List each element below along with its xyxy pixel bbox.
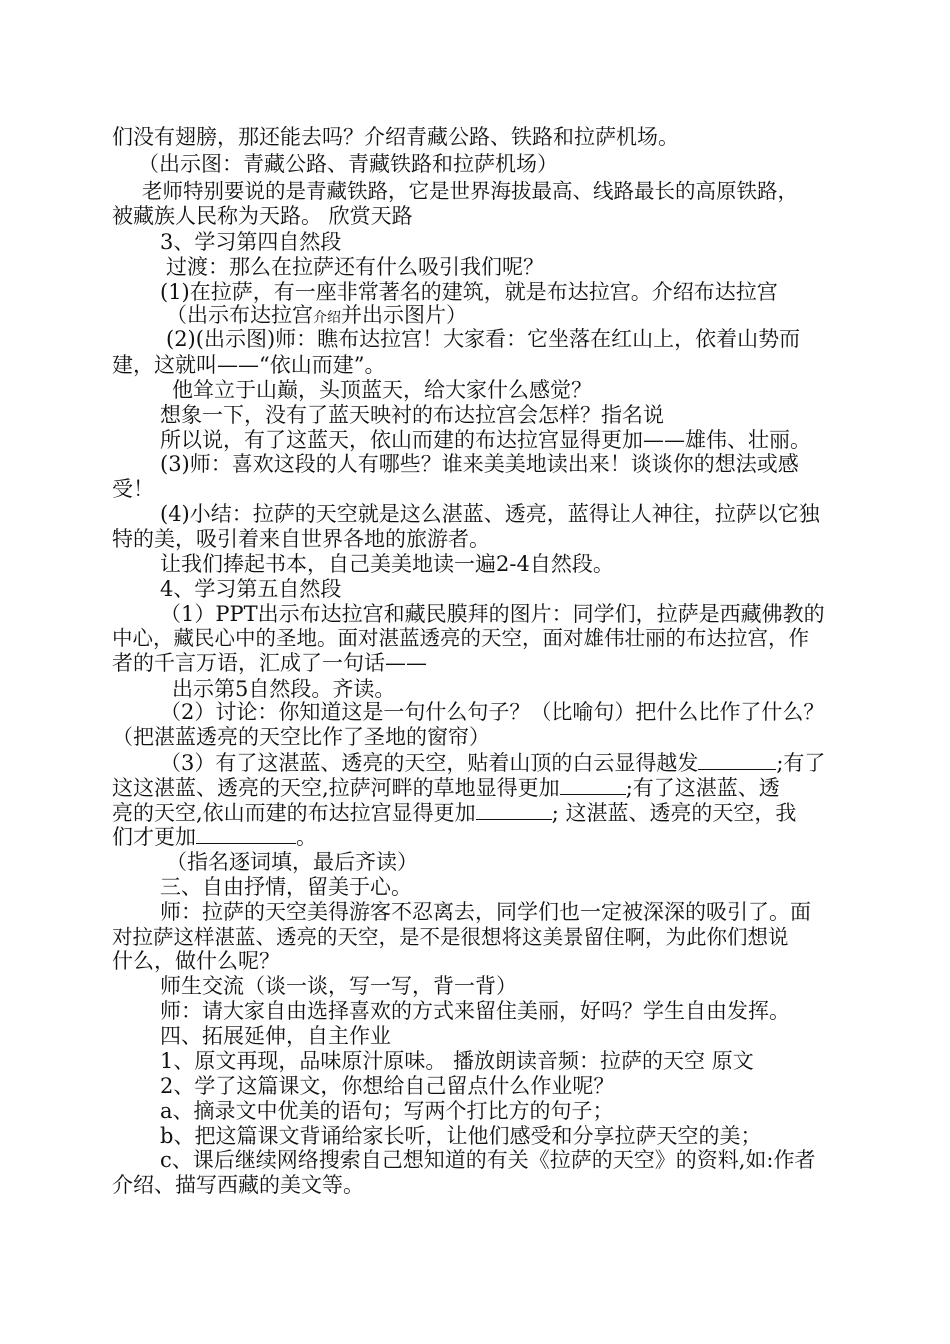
text-line: （把湛蓝透亮的天空比作了圣地的窗帘） [112, 725, 490, 749]
text-line: 们没有翅膀，那还能去吗？介绍青藏公路、铁路和拉萨机场。 [112, 125, 679, 149]
text-line: （2）讨论：你知道这是一句什么句子？（比喻句）把什么比作了什么？ [160, 700, 825, 724]
answer-blank [476, 801, 552, 820]
text-span: 。 [296, 825, 317, 849]
text-line: 他耸立于山巅，头顶蓝天，给大家什么感觉？ [172, 378, 592, 402]
text-line: 者的千言万语，汇成了一句话—— [112, 651, 427, 675]
fill-in-line [160, 750, 825, 777]
text-line: (3)师：喜欢这段的人有哪些？谁来美美地读出来！谈谈你的想法或感 [160, 452, 799, 476]
text-span: 们才更加 [112, 825, 196, 849]
fill-in-line [112, 824, 317, 851]
text-line: 中心，藏民心中的圣地。面对湛蓝透亮的天空，面对雄伟壮丽的布达拉宫，作 [112, 626, 809, 650]
text-line: 1、原文再现，品味原汁原味。 播放朗读音频：拉萨的天空 原文 [160, 1049, 754, 1073]
text-span: （出示布达拉宫 [166, 303, 313, 327]
text-line: 师生交流（谈一谈，写一写，背一背） [160, 974, 517, 998]
text-line: (4)小结：拉萨的天空就是这么湛蓝、透亮，蓝得让人神往，拉萨以它独 [160, 502, 820, 526]
text-line: 过渡：那么在拉萨还有什么吸引我们呢？ [166, 255, 544, 279]
answer-blank [196, 825, 296, 844]
text-span: （3）有了这湛蓝、透亮的天空，贴着山顶的白云显得越发 [160, 751, 699, 775]
text-line: 什么，做什么呢？ [112, 949, 280, 973]
answer-blank [698, 751, 776, 770]
text-line: （1）PPT出示布达拉宫和藏民膜拜的图片：同学们，拉萨是西藏佛教的 [160, 602, 825, 626]
text-line: 想象一下，没有了蓝天映衬的布达拉宫会怎样？指名说 [160, 403, 664, 427]
section-heading: 4、学习第五自然段 [160, 577, 342, 601]
section-heading: 三、自由抒情，留美于心。 [160, 875, 412, 899]
text-line: (2)(出示图)师：瞧布达拉宫！大家看：它坐落在红山上，依着山势而 [166, 327, 801, 351]
text-span: ;有了这湛蓝、透 [625, 776, 780, 800]
text-line: 对拉萨这样湛蓝、透亮的天空，是不是很想将这美景留住啊，为此你们想说 [112, 925, 789, 949]
text-line: a、摘录文中优美的语句；写两个打比方的句子； [160, 1099, 614, 1123]
fill-in-line [112, 775, 780, 802]
text-line: （指名逐词填，最后齐读） [166, 850, 418, 874]
text-line: 师：请大家自由选择喜欢的方式来留住美丽，好吗？学生自由发挥。 [160, 999, 790, 1023]
fill-in-line [112, 800, 796, 827]
text-line: b、把这篇课文背诵给家长听，让他们感受和分享拉萨天空的美； [160, 1124, 762, 1148]
text-span: ; 这湛蓝、透亮的天空，我 [551, 801, 797, 825]
text-span: 亮的天空,依山而建的布达拉宫显得更加 [112, 801, 476, 825]
text-span: ;有了 [776, 751, 826, 775]
text-line: c、课后继续网络搜索自己想知道的有关《拉萨的天空》的资料,如:作者 [160, 1148, 816, 1172]
text-line: 出示第5自然段。齐读。 [172, 677, 396, 701]
text-line: 老师特别要说的是青藏铁路，它是世界海拔最高、线路最长的高原铁路， [142, 179, 798, 203]
text-span: 并出示图片） [341, 303, 467, 327]
text-line [166, 302, 467, 329]
text-line: (1)在拉萨，有一座非常著名的建筑，就是布达拉宫。介绍布达拉宫 [160, 280, 778, 304]
answer-blank [560, 776, 626, 795]
text-line: （出示图：青藏公路、青藏铁路和拉萨机场） [138, 152, 558, 176]
small-note: 介绍 [313, 310, 341, 326]
text-line: 2、学了这篇课文，你想给自己留点什么作业呢？ [160, 1074, 615, 1098]
section-heading: 四、拓展延伸，自主作业 [160, 1024, 391, 1048]
text-line: 建，这就叫——“依山而建”。 [112, 353, 386, 377]
text-line: 特的美，吸引着来自世界各地的旅游者。 [112, 527, 490, 551]
text-line: 被藏族人民称为天路。 欣赏天路 [112, 204, 413, 228]
text-line: 介绍、描写西藏的美文等。 [112, 1173, 364, 1197]
text-line: 让我们捧起书本，自己美美地读一遍2-4自然段。 [160, 552, 614, 576]
text-line: 师：拉萨的天空美得游客不忍离去，同学们也一定被深深的吸引了。面 [160, 900, 811, 924]
text-line: 受！ [112, 477, 154, 501]
text-span: 这这湛蓝、透亮的天空,拉萨河畔的草地显得更加 [112, 776, 560, 800]
section-heading: 3、学习第四自然段 [160, 230, 342, 254]
text-line: 所以说，有了这蓝天，依山而建的布达拉宫显得更加——雄伟、壮丽。 [160, 428, 811, 452]
